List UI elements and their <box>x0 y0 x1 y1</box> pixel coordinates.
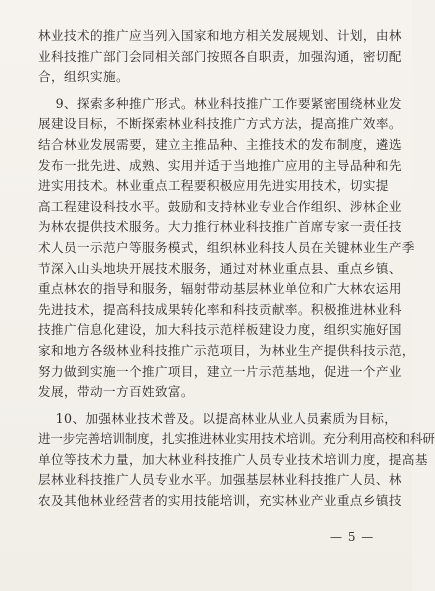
text-line: 发展，带动一方百姓致富。 <box>38 384 194 400</box>
text-line: 层林业科技推广人员专业水平。加强基层林业科技推广人员、林 <box>38 472 402 488</box>
text-line: 10、加强林业技术普及。以提高林业从业人员素质为目标， <box>38 410 398 426</box>
text-line: 合，组织实施。 <box>38 69 129 85</box>
text-line: 术人员一示范户等服务模式，组织林业科技人员在关键林业生产季 <box>38 239 415 255</box>
text-line: 林业技术的推广应当列入国家和地方相关发展规划、计划，由林 <box>38 28 402 43</box>
document-body <box>38 26 435 512</box>
text-line: 重点林农的指导和服务，辐射带动基层林业单位和广大林农运用 <box>38 281 402 297</box>
text-line: 9、探索多种推广形式。林业科技推广工作要紧密围绕林业发 <box>38 95 402 111</box>
text-line: 高工程建设科技水平。鼓励和支持林业专业合作组织、涉林企业 <box>38 198 402 214</box>
text-line: 为林农提供技术服务。大力推行林业科技推广首席专家一责任技 <box>38 219 402 235</box>
page-number: — 5 — <box>330 530 375 544</box>
text-line: 技推广信息化建设，加大科技示范样板建设力度，组织实施好国 <box>38 322 402 338</box>
text-line: 先进技术，提高科技成果转化率和科技贡献率。积极推进林业科 <box>38 301 402 317</box>
text-line: 节深入山头地块开展技术服务，通过对林业重点县、重点乡镇、 <box>38 260 402 276</box>
text-line: 努力做到实施一个推广项目，建立一片示范基地，促进一个产业 <box>38 363 402 379</box>
paragraph-10-strengthen-technology-popularization <box>38 409 435 512</box>
text-line: 业科技推广部门会同相关部门按照各自职责，加强沟通，密切配 <box>38 48 402 64</box>
text-line: 进一步完善培训制度，扎实推进林业实用技术培训。充分利用高校和科研 <box>38 431 435 447</box>
paragraph-continuation <box>38 26 402 88</box>
text-line: 发布一批先进、成熟、实用并适于当地推广应用的主导品种和先 <box>38 157 402 173</box>
paragraph-9-explore-promotion-forms <box>38 94 415 403</box>
text-line: 展建设目标，不断探索林业科技推广方式方法，提高推广效率。 <box>38 116 402 132</box>
text-line: 进实用技术。林业重点工程要积极应用先进实用技术，切实提 <box>38 178 389 194</box>
text-line: 家和地方各级林业科技推广示范项目，为林业生产提供科技示范， <box>38 342 415 358</box>
text-line: 单位等技术力量，加大林业科技推广人员专业技术培训力度，提高基 <box>38 451 428 467</box>
text-line: 农及其他林业经营者的实用技能培训，充实林业产业重点乡镇技 <box>38 493 402 509</box>
text-line: 结合林业发展需要，建立主推品种、主推技术的发布制度，遴选 <box>38 136 402 152</box>
